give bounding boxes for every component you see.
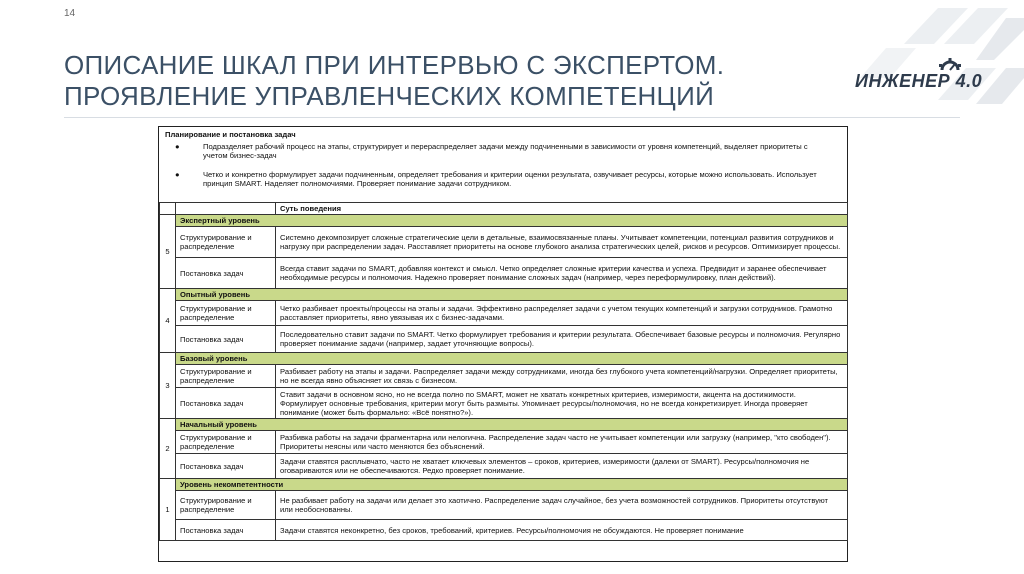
level-number: 5 xyxy=(160,215,176,289)
level-header-row xyxy=(160,479,848,491)
row-label: Постановка задач xyxy=(176,258,276,289)
column-header: Суть поведения xyxy=(276,203,848,215)
bullet-text: Четко и конкретно формулирует задачи подчиненным, определяет требования и критерии оценки результата, озвучивает ресурсы, которые можно использовать. Использует принцип SMART. Наделяет полномочиями. Проверяет понимание задачи сотрудником. xyxy=(203,170,817,189)
table-row xyxy=(160,326,848,353)
row-text: Всегда ставит задачи по SMART, добавляя контекст и смысл. Четко определяет сложные критерии качества и успеха. Предвидит и заранее обеспечивает необходимые ресурсы и полномочия. Надежно проверяет понимание сложных задач (например, через переформулировку, план действий). xyxy=(276,258,848,289)
bullet-dot-icon: ● xyxy=(175,170,180,179)
row-label: Структурирование и распределение xyxy=(176,227,276,258)
slide-title-line1: ОПИСАНИЕ ШКАЛ ПРИ ИНТЕРВЬЮ С ЭКСПЕРТОМ. xyxy=(64,50,725,80)
row-label: Постановка задач xyxy=(176,326,276,353)
level-header-row xyxy=(160,353,848,365)
bullet-text: Подразделяет рабочий процесс на этапы, структурирует и перераспределяет задачи между подчиненными в зависимости от уровня компетенций, выделяет приоритеты с учетом бизнес-задач xyxy=(203,142,808,161)
row-label: Структурирование и распределение xyxy=(176,491,276,520)
level-name: Начальный уровень xyxy=(176,419,848,431)
blank-cell xyxy=(176,203,276,215)
blank-cell xyxy=(160,203,176,215)
competency-document xyxy=(158,126,848,562)
table-row xyxy=(160,520,848,541)
level-name: Экспертный уровень xyxy=(176,215,848,227)
level-name: Уровень некомпетентности xyxy=(176,479,848,491)
slide-title xyxy=(64,50,784,112)
row-text: Последовательно ставит задачи по SMART. Четко формулирует требования и критерии результата. Обеспечивает базовые ресурсы и полномочия. Регулярно проверяет понимание задачи (например, задает уточняющие вопросы). xyxy=(276,326,848,353)
row-label: Постановка задач xyxy=(176,520,276,541)
table-row xyxy=(160,227,848,258)
row-label: Структурирование и распределение xyxy=(176,431,276,454)
level-number: 2 xyxy=(160,419,176,479)
row-label: Структурирование и распределение xyxy=(176,301,276,326)
level-header-row xyxy=(160,289,848,301)
table-row xyxy=(160,491,848,520)
slide-title-line2: ПРОЯВЛЕНИЕ УПРАВЛЕНЧЕСКИХ КОМПЕТЕНЦИЙ xyxy=(64,81,715,111)
level-name: Опытный уровень xyxy=(176,289,848,301)
column-header-row xyxy=(160,203,848,215)
logo-stripes-icon xyxy=(846,8,1024,108)
intro-title: Планирование и постановка задач xyxy=(165,130,296,139)
table-row xyxy=(160,258,848,289)
table-row xyxy=(160,431,848,454)
table-row xyxy=(160,365,848,388)
level-number: 3 xyxy=(160,353,176,419)
row-label: Постановка задач xyxy=(176,454,276,479)
levels-table xyxy=(159,202,848,541)
title-divider xyxy=(64,117,960,118)
row-label: Постановка задач xyxy=(176,388,276,419)
level-name: Базовый уровень xyxy=(176,353,848,365)
level-number: 1 xyxy=(160,479,176,541)
table-row xyxy=(160,301,848,326)
row-text: Четко разбивает проекты/процессы на этапы и задачи. Эффективно распределяет задачи с учетом текущих компетенций и загрузки сотрудников. Грамотно расставляет приоритеты, явно увязывая их с бизнес-задачами. xyxy=(276,301,848,326)
row-text: Задачи ставятся расплывчато, часто не хватает ключевых элементов – сроков, критериев, измеримости (далеки от SMART). Ресурсы/полномочия не оговариваются или не обеспечиваются. Редко проверяет понимание. xyxy=(276,454,848,479)
row-label: Структурирование и распределение xyxy=(176,365,276,388)
row-text: Системно декомпозирует сложные стратегические цели в детальные, взаимосвязанные планы. Учитывает компетенции, потенциал развития сотрудников и нагрузку при распределении задач. Расставляет приоритеты на основе глубокого анализа стратегических целей, рисков и ресурсов. Оптимизирует процессы. xyxy=(276,227,848,258)
bullet-dot-icon: ● xyxy=(175,142,180,151)
row-text: Разбивает работу на этапы и задачи. Распределяет задачи между сотрудниками, иногда без глубокого учета компетенций/нагрузки. Определяет приоритеты, но не всегда явно объясняет их связь с бизнесом. xyxy=(276,365,848,388)
logo-text: ИНЖЕНЕР 4.0 xyxy=(855,71,983,91)
level-header-row xyxy=(160,215,848,227)
table-row xyxy=(160,454,848,479)
row-text: Задачи ставятся неконкретно, без сроков, требований, критериев. Ресурсы/полномочия не обсуждаются. Не проверяет понимание xyxy=(276,520,848,541)
page-number: 14 xyxy=(64,8,76,19)
level-number: 4 xyxy=(160,289,176,353)
row-text: Разбивка работы на задачи фрагментарна или нелогична. Распределение задач часто не учитывает компетенции или загрузку (например, "кто свободен"). Приоритеты неясны или часто меняются без объяснений. xyxy=(276,431,848,454)
table-row xyxy=(160,388,848,419)
intro-block xyxy=(159,127,847,205)
level-header-row xyxy=(160,419,848,431)
row-text: Ставит задачи в основном ясно, но не всегда полно по SMART, может не хватать конкретных критериев, измеримости, акцента на достижимости. Формулирует основные требования, критерии могут быть размыты. Упоминает ресурсы/полномочия, но не всегда конкретизирует. Иногда проверяет понимание (может быть формально: «Всё понятно?»). xyxy=(276,388,848,419)
row-text: Не разбивает работу на задачи или делает это хаотично. Распределение задач случайное, без учета возможностей сотрудников. Приоритеты отсутствуют или необоснованны. xyxy=(276,491,848,520)
